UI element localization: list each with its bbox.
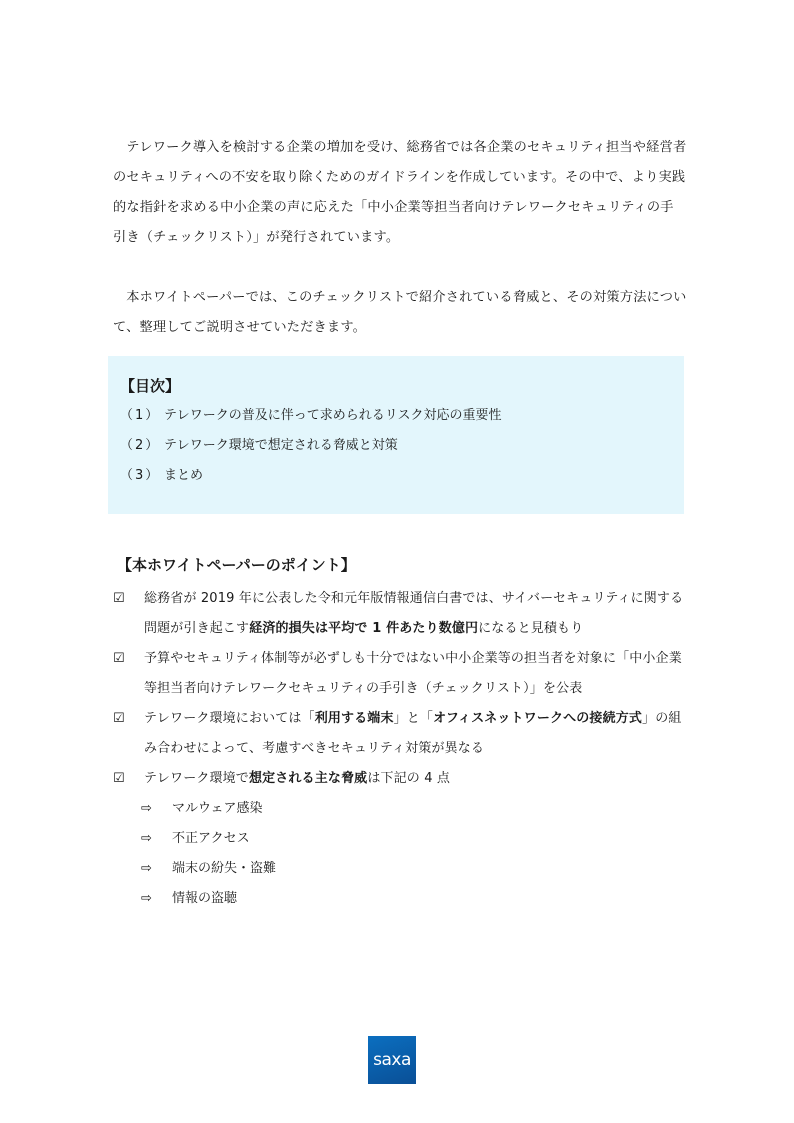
toc-item-text: テレワークの普及に伴って求められるリスク対応の重要性 xyxy=(164,408,502,423)
threat-item xyxy=(113,824,693,854)
point-item xyxy=(113,644,693,704)
point-text: 」の組み合わせによって、考慮すべきセキュリティ対策が異なる xyxy=(144,711,682,756)
checkbox-icon: ☑ xyxy=(113,771,125,786)
point-item xyxy=(113,764,693,794)
threat-item xyxy=(113,884,693,914)
arrow-right-icon: ⇨ xyxy=(141,801,152,816)
threat-list xyxy=(113,794,693,914)
toc-item xyxy=(120,461,501,491)
threat-item xyxy=(113,794,693,824)
point-text: 総務省が 2019 年に公表した令和元年版情報通信白書では、サイバーセキュリティに関する問題が引き起こす xyxy=(144,591,684,636)
intro-section xyxy=(113,133,687,343)
toc-list xyxy=(120,401,501,491)
threat-text: 端末の紛失・盗難 xyxy=(172,861,277,876)
point-emphasis: 利用する端末 xyxy=(314,711,394,726)
points-list xyxy=(113,584,693,914)
point-text: テレワーク環境で xyxy=(144,771,249,786)
intro-paragraph-1: テレワーク導入を検討する企業の増加を受け、総務省では各企業のセキュリティ担当や経営者のセキュリティへの不安を取り除くためのガイドラインを作成しています。その中で、より実践的な指針を求める中小企業の声に応えた「中小企業等担当者向けテレワークセキュリティの手引き（チェックリスト）」が発行されています。 xyxy=(113,140,687,245)
toc-item-text: テレワーク環境で想定される脅威と対策 xyxy=(164,438,398,453)
toc-item-number: （1） xyxy=(120,408,161,423)
point-emphasis: 想定される主な脅威 xyxy=(248,771,368,786)
toc-item xyxy=(120,431,501,461)
point-emphasis: オフィスネットワークへの接続方式 xyxy=(433,711,643,726)
point-text: 」と「 xyxy=(393,711,434,726)
checkbox-icon: ☑ xyxy=(113,591,125,606)
threat-item xyxy=(113,854,693,884)
threat-list-container xyxy=(113,794,693,914)
point-text: は下記の 4 点 xyxy=(367,771,451,786)
threat-text: 情報の盗聴 xyxy=(172,891,238,906)
saxa-logo xyxy=(368,1036,416,1084)
point-emphasis: 経済的損失は平均で 1 件あたり数億円 xyxy=(249,621,479,636)
table-of-contents xyxy=(108,356,684,514)
toc-item-number: （2） xyxy=(120,438,161,453)
checkbox-icon: ☑ xyxy=(113,651,125,666)
point-text: テレワーク環境においては「 xyxy=(144,711,315,726)
toc-item-text: まとめ xyxy=(164,468,204,483)
point-text: になると見積もり xyxy=(478,621,584,636)
arrow-right-icon: ⇨ xyxy=(141,891,152,906)
toc-item-number: （3） xyxy=(120,468,161,483)
checkbox-icon: ☑ xyxy=(113,711,125,726)
points-title: 【本ホワイトペーパーのポイント】 xyxy=(117,556,356,574)
intro-paragraph-2: 本ホワイトペーパーでは、このチェックリストで紹介されている脅威と、その対策方法について、整理してご説明させていただきます。 xyxy=(113,290,687,335)
threat-text: マルウェア感染 xyxy=(172,801,263,816)
toc-title: 【目次】 xyxy=(120,377,181,395)
arrow-right-icon: ⇨ xyxy=(141,831,152,846)
arrow-right-icon: ⇨ xyxy=(141,861,152,876)
point-item xyxy=(113,704,693,764)
toc-item xyxy=(120,401,501,431)
point-item xyxy=(113,584,693,644)
logo-text: saxa xyxy=(373,1050,411,1070)
point-text: 予算やセキュリティ体制等が必ずしも十分ではない中小企業等の担当者を対象に「中小企業等担当者向けテレワークセキュリティの手引き（チェックリスト）」を公表 xyxy=(144,651,682,696)
threat-text: 不正アクセス xyxy=(172,831,250,846)
